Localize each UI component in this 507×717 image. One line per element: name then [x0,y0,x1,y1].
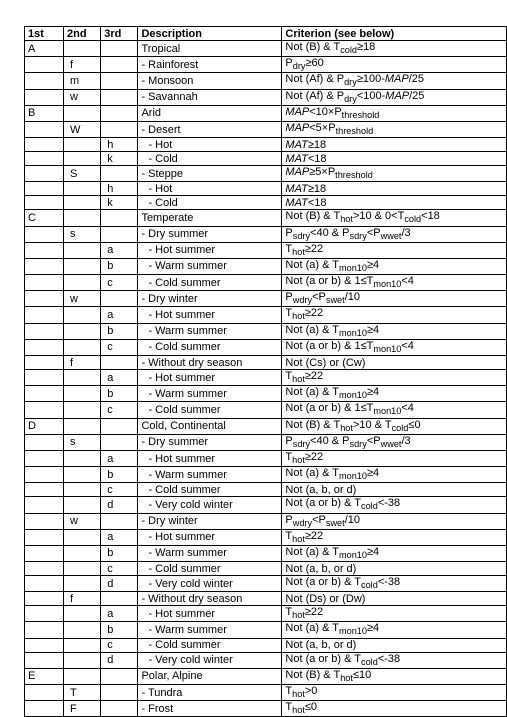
cell-2nd [64,497,101,513]
table-row [25,89,507,105]
table-row [25,242,507,258]
cell-description: - Dry summer [138,434,282,450]
cell-3rd [101,57,138,73]
cell-1st [25,513,64,529]
cell-1st [25,606,64,622]
header-3rd: 3rd [101,27,138,41]
cell-2nd: m [64,73,101,89]
cell-1st: A [25,41,64,57]
cell-2nd [64,307,101,323]
cell-criterion: Not (a) & $T_{mon10}\ge 4$ [282,467,507,483]
cell-1st [25,73,64,89]
cell-3rd: c [101,275,138,291]
cell-2nd: F [64,701,101,717]
cell-criterion: $T_{hot}\ge 22$ [282,450,507,466]
cell-description: - Dry winter [138,513,282,529]
cell-criterion: $T_{hot}\le 0$ [282,701,507,717]
cell-1st: C [25,210,64,226]
table-row [25,701,507,717]
cell-3rd: a [101,606,138,622]
cell-description: - Very cold winter [138,576,282,592]
cell-3rd: d [101,576,138,592]
cell-2nd [64,467,101,483]
table-row [25,513,507,529]
cell-2nd: s [64,434,101,450]
table-row [25,652,507,668]
cell-description: - Dry summer [138,226,282,242]
cell-1st [25,701,64,717]
cell-criterion: Not (B) & $T_{hot}>10$ & $T_{cold}\le 0$ [282,418,507,434]
cell-description: - Desert [138,121,282,137]
cell-3rd [101,701,138,717]
cell-description: - Hot summer [138,450,282,466]
table-row [25,576,507,592]
cell-3rd [101,291,138,307]
cell-2nd [64,275,101,291]
cell-description: Tropical [138,41,282,57]
cell-2nd [64,652,101,668]
cell-criterion: Not (a or b) & $T_{cold}<-38$ [282,576,507,592]
table-row [25,275,507,291]
table-row [25,307,507,323]
table-row [25,152,507,166]
table-row [25,685,507,701]
cell-3rd [101,73,138,89]
cell-3rd: k [101,196,138,210]
table-row [25,121,507,137]
cell-2nd: f [64,356,101,370]
table-row [25,562,507,576]
cell-1st [25,226,64,242]
cell-criterion: Not (a, b, or d) [282,483,507,497]
cell-1st [25,166,64,182]
cell-3rd [101,226,138,242]
cell-criterion: Not (a, b, or d) [282,562,507,576]
cell-criterion: $P_{dry}\ge 60$ [282,57,507,73]
cell-3rd [101,418,138,434]
cell-criterion: MAT≥18 [282,138,507,152]
cell-1st [25,370,64,386]
cell-description: - Rainforest [138,57,282,73]
cell-3rd [101,105,138,121]
cell-2nd [64,105,101,121]
cell-criterion: Not (B) & $T_{hot}>10$ & $0<T_{cold}<18$ [282,210,507,226]
cell-criterion: $MAP<10\times P_{threshold}$ [282,105,507,121]
cell-description: - Hot [138,182,282,196]
cell-2nd [64,196,101,210]
cell-criterion: Not (a or b) & $1\le T_{mon10}<4$ [282,339,507,355]
cell-2nd [64,668,101,684]
cell-description: - Warm summer [138,386,282,402]
cell-2nd [64,339,101,355]
cell-3rd: c [101,638,138,652]
cell-criterion: Not (a) & $T_{mon10}\ge 4$ [282,545,507,561]
cell-description: Temperate [138,210,282,226]
table-row [25,291,507,307]
cell-1st [25,652,64,668]
cell-description: - Warm summer [138,622,282,638]
cell-3rd: k [101,152,138,166]
cell-description: - Very cold winter [138,497,282,513]
cell-2nd: T [64,685,101,701]
cell-description: - Hot summer [138,370,282,386]
table-row [25,386,507,402]
cell-criterion: Not (a, b, or d) [282,638,507,652]
cell-description: - Warm summer [138,467,282,483]
cell-1st [25,386,64,402]
cell-criterion: $P_{wdry}<P_{swet}/10$ [282,291,507,307]
cell-description: - Warm summer [138,323,282,339]
cell-1st [25,638,64,652]
cell-criterion: Not (a) & $T_{mon10}\ge 4$ [282,622,507,638]
cell-criterion: $P_{wdry}<P_{swet}/10$ [282,513,507,529]
table-row [25,339,507,355]
cell-2nd [64,418,101,434]
table-row [25,356,507,370]
cell-description: - Without dry season [138,356,282,370]
table-row [25,545,507,561]
cell-2nd [64,562,101,576]
cell-1st [25,483,64,497]
cell-3rd [101,668,138,684]
cell-2nd [64,210,101,226]
cell-3rd: b [101,622,138,638]
cell-2nd [64,242,101,258]
cell-3rd [101,513,138,529]
cell-2nd: f [64,57,101,73]
cell-description: - Warm summer [138,545,282,561]
cell-1st [25,592,64,606]
cell-1st [25,323,64,339]
cell-3rd [101,434,138,450]
cell-3rd [101,210,138,226]
cell-3rd: d [101,497,138,513]
table-row [25,467,507,483]
table-row [25,196,507,210]
cell-description: - Cold summer [138,275,282,291]
cell-1st [25,339,64,355]
cell-2nd [64,41,101,57]
cell-3rd: h [101,182,138,196]
table-row [25,73,507,89]
table-row [25,418,507,434]
cell-1st [25,307,64,323]
table-row [25,450,507,466]
cell-2nd [64,182,101,196]
cell-criterion: $P_{sdry}<40$ & $P_{sdry}<P_{wwet}/3$ [282,434,507,450]
cell-criterion: MAT<18 [282,196,507,210]
cell-criterion: Not (Ds) or (Dw) [282,592,507,606]
cell-description: - Cold summer [138,483,282,497]
cell-2nd [64,545,101,561]
cell-3rd [101,356,138,370]
cell-1st: E [25,668,64,684]
cell-description: Arid [138,105,282,121]
cell-3rd: a [101,450,138,466]
cell-description: - Without dry season [138,592,282,606]
cell-1st [25,467,64,483]
cell-criterion: Not (Cs) or (Cw) [282,356,507,370]
cell-description: - Hot summer [138,307,282,323]
cell-3rd: b [101,323,138,339]
cell-3rd: c [101,562,138,576]
cell-2nd [64,258,101,274]
table-row [25,622,507,638]
cell-1st [25,89,64,105]
cell-criterion: $P_{sdry}<40$ & $P_{sdry}<P_{wwet}/3$ [282,226,507,242]
cell-criterion: MAT<18 [282,152,507,166]
cell-description: - Dry winter [138,291,282,307]
cell-2nd: s [64,226,101,242]
table-row [25,182,507,196]
cell-1st [25,450,64,466]
cell-criterion: Not (a) & $T_{mon10}\ge 4$ [282,386,507,402]
cell-2nd [64,622,101,638]
cell-3rd: b [101,467,138,483]
cell-3rd: d [101,652,138,668]
cell-criterion: Not (a) & $T_{mon10}\ge 4$ [282,323,507,339]
cell-3rd: a [101,370,138,386]
cell-description: - Cold [138,152,282,166]
cell-2nd: w [64,513,101,529]
cell-2nd [64,402,101,418]
header-description: Description [138,27,282,41]
koppen-classification-table [24,26,507,717]
cell-2nd [64,606,101,622]
cell-1st [25,545,64,561]
cell-2nd: W [64,121,101,137]
header-1st: 1st [25,27,64,41]
cell-description: - Hot summer [138,606,282,622]
cell-description: - Warm summer [138,258,282,274]
table-row [25,226,507,242]
cell-1st [25,242,64,258]
table-row [25,434,507,450]
cell-1st [25,57,64,73]
table-row [25,370,507,386]
cell-description: - Monsoon [138,73,282,89]
table-row [25,497,507,513]
header-row [25,27,507,41]
table-row [25,606,507,622]
table-row [25,105,507,121]
cell-2nd [64,529,101,545]
cell-description: - Cold summer [138,638,282,652]
cell-description: Polar, Alpine [138,668,282,684]
cell-2nd [64,152,101,166]
cell-1st: D [25,418,64,434]
cell-2nd: w [64,89,101,105]
table-row [25,323,507,339]
table-row [25,402,507,418]
cell-1st [25,434,64,450]
table-row [25,41,507,57]
cell-3rd: b [101,386,138,402]
cell-2nd [64,138,101,152]
cell-criterion: $T_{hot}>0$ [282,685,507,701]
cell-1st [25,529,64,545]
table-row [25,668,507,684]
cell-3rd [101,685,138,701]
cell-criterion: $T_{hot}\ge 22$ [282,370,507,386]
table-row [25,258,507,274]
cell-description: - Hot [138,138,282,152]
cell-2nd [64,576,101,592]
cell-criterion: Not (a or b) & $T_{cold}<-38$ [282,652,507,668]
cell-1st [25,356,64,370]
table-row [25,592,507,606]
cell-description: Cold, Continental [138,418,282,434]
cell-description: - Tundra [138,685,282,701]
table-row [25,638,507,652]
cell-criterion: Not (a) & $T_{mon10}\ge 4$ [282,258,507,274]
cell-3rd: h [101,138,138,152]
cell-1st [25,121,64,137]
header-criterion: Criterion (see below) [282,27,507,41]
cell-1st [25,685,64,701]
cell-1st [25,291,64,307]
cell-criterion: $T_{hot}\ge 22$ [282,242,507,258]
cell-description: - Savannah [138,89,282,105]
cell-1st [25,258,64,274]
cell-1st [25,275,64,291]
cell-criterion: Not (B) & $T_{cold}\ge 18$ [282,41,507,57]
cell-2nd: f [64,592,101,606]
table-row [25,210,507,226]
cell-2nd [64,370,101,386]
cell-criterion: Not (a or b) & $T_{cold}<-38$ [282,497,507,513]
cell-1st [25,562,64,576]
cell-criterion: $MAP\ge 5\times P_{threshold}$ [282,166,507,182]
cell-description: - Very cold winter [138,652,282,668]
cell-criterion: $T_{hot}\ge 22$ [282,529,507,545]
cell-3rd [101,592,138,606]
table-row [25,138,507,152]
cell-description: - Steppe [138,166,282,182]
cell-3rd: a [101,307,138,323]
cell-2nd [64,483,101,497]
cell-1st [25,152,64,166]
cell-1st: B [25,105,64,121]
cell-criterion: $T_{hot}\ge 22$ [282,307,507,323]
cell-3rd [101,89,138,105]
cell-3rd [101,121,138,137]
cell-3rd: c [101,483,138,497]
table-row [25,529,507,545]
cell-criterion: $T_{hot}\ge 22$ [282,606,507,622]
cell-3rd: c [101,402,138,418]
cell-criterion: Not (Af) & $P_{dry}<100-MAP/25$ [282,89,507,105]
cell-3rd [101,41,138,57]
cell-3rd: a [101,529,138,545]
table-body [25,41,507,717]
cell-description: - Cold [138,196,282,210]
cell-1st [25,622,64,638]
cell-criterion: $MAP<5\times P_{threshold}$ [282,121,507,137]
cell-3rd: b [101,258,138,274]
cell-1st [25,497,64,513]
cell-1st [25,196,64,210]
cell-1st [25,576,64,592]
cell-3rd: b [101,545,138,561]
cell-description: - Cold summer [138,402,282,418]
cell-3rd: c [101,339,138,355]
cell-2nd [64,450,101,466]
cell-criterion: Not (a or b) & $1\le T_{mon10}<4$ [282,402,507,418]
cell-3rd: a [101,242,138,258]
cell-2nd: S [64,166,101,182]
cell-criterion: MAT≥18 [282,182,507,196]
cell-description: - Cold summer [138,562,282,576]
cell-criterion: Not (B) & $T_{hot}\le 10$ [282,668,507,684]
cell-3rd [101,166,138,182]
cell-1st [25,182,64,196]
cell-criterion: Not (a or b) & $1\le T_{mon10}<4$ [282,275,507,291]
table-row [25,166,507,182]
table-row [25,483,507,497]
cell-2nd [64,386,101,402]
cell-description: - Hot summer [138,242,282,258]
cell-criterion: Not (Af) & $P_{dry}\ge 100-MAP/25$ [282,73,507,89]
cell-2nd [64,323,101,339]
cell-2nd [64,638,101,652]
koppen-table-container [24,26,507,717]
cell-2nd: w [64,291,101,307]
cell-description: - Hot summer [138,529,282,545]
table-row [25,57,507,73]
cell-1st [25,402,64,418]
header-2nd: 2nd [64,27,101,41]
cell-description: - Cold summer [138,339,282,355]
cell-description: - Frost [138,701,282,717]
cell-1st [25,138,64,152]
